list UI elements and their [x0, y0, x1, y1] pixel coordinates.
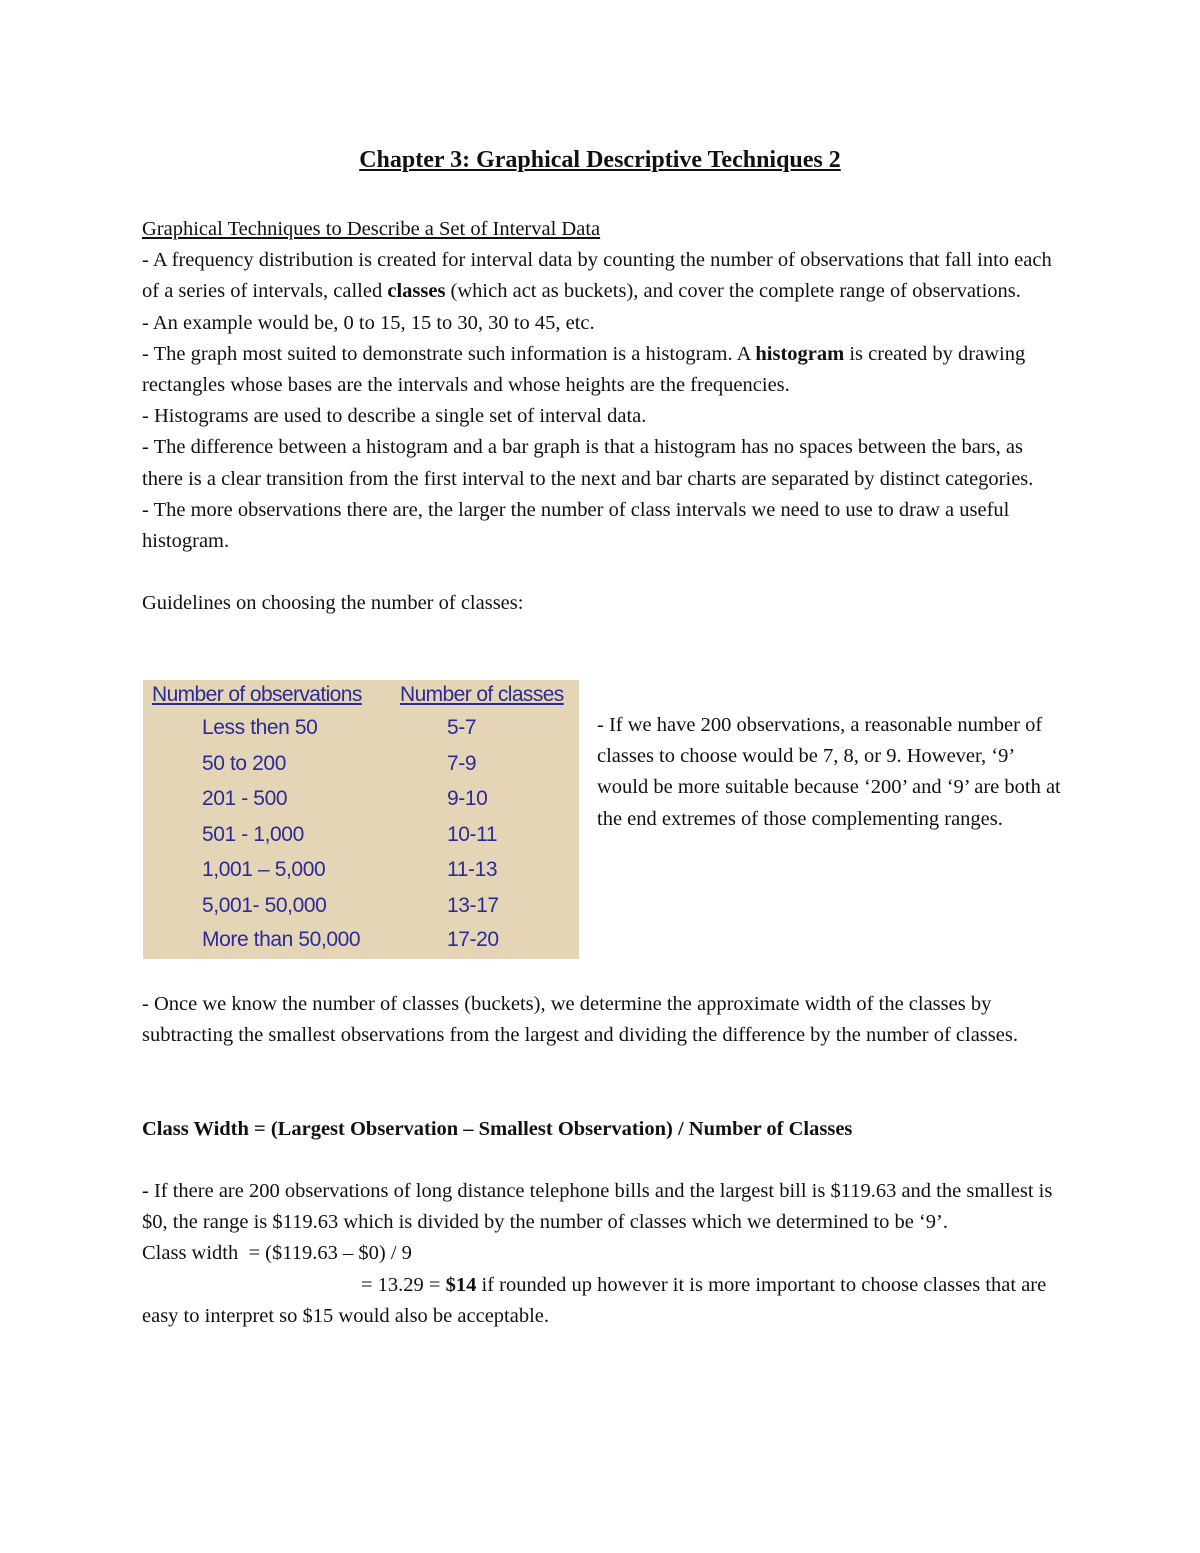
table-cell-classes: 13-17: [447, 894, 499, 917]
table-cell-classes: 17-20: [447, 928, 499, 951]
example-calc-line-2: = 13.29 = $14 if rounded up however it is more important to choose classes that are easy to interpret so $15 would also be acceptable.: [142, 1273, 1047, 1327]
table-header-observations: Number of observations: [152, 683, 362, 706]
table-cell-classes: 10-11: [447, 823, 498, 846]
table-cell-observations: 501 - 1,000: [202, 823, 304, 846]
paragraph-frequency-distribution: - A frequency distribution is created for interval data by counting the number of observations that fall into each of a series of intervals, called classes (which act as buckets), and cover the complete range of observations.: [142, 249, 1052, 303]
table-cell-classes: 9-10: [447, 787, 488, 810]
table-cell-classes: 7-9: [447, 752, 477, 775]
section-heading: Graphical Techniques to Describe a Set of Interval Data: [142, 218, 601, 240]
table-cell-observations: More than 50,000: [202, 928, 361, 951]
side-note: - If we have 200 observations, a reasonable number of classes to choose would be 7, 8, or 9. However, ‘9’ would be more suitable because ‘200’ and ‘9’ are both at the end extremes of those complementing ranges.: [597, 714, 1061, 830]
page-title: Chapter 3: Graphical Descriptive Techniques 2: [359, 147, 841, 173]
table-header-classes: Number of classes: [400, 683, 564, 706]
guidelines-label: Guidelines on choosing the number of classes:: [142, 592, 524, 615]
paragraph-class-width: - Once we know the number of classes (buckets), we determine the approximate width of the classes by subtracting the smallest observations from the largest and dividing the difference by the number of classes.: [142, 993, 1018, 1047]
table-row: [143, 787, 579, 821]
table-cell-observations: 50 to 200: [202, 752, 286, 775]
paragraph-histogram-use: - Histograms are used to describe a single set of interval data.: [142, 405, 647, 428]
paragraph-observations: - The more observations there are, the larger the number of class intervals we need to use to draw a useful histogram.: [142, 498, 1010, 553]
table-cell-observations: 5,001- 50,000: [202, 894, 327, 917]
table-row: [143, 716, 579, 750]
paragraph-example: - An example would be, 0 to 15, 15 to 30, 30 to 45, etc.: [142, 311, 595, 334]
intro-section: [142, 214, 1067, 619]
table-cell-observations: 201 - 500: [202, 787, 288, 810]
paragraph-histogram-vs-bar: - The difference between a histogram and a bar graph is that a histogram has no spaces between the bars, as there is a clear transition from the first interval to the next and bar charts are separated by distinct categories.: [142, 436, 1034, 490]
table-cell-classes: 11-13: [447, 858, 498, 881]
table-row: [143, 858, 579, 892]
example-calc-line-1: Class width = ($119.63 – $0) / 9: [142, 1242, 412, 1265]
table-cell-observations: Less then 50: [202, 716, 318, 739]
paragraph-histogram-definition: - The graph most suited to demonstrate such information is a histogram. A histogram is created by drawing rectangles whose bases are the intervals and whose heights are the frequencies.: [142, 342, 1026, 397]
worked-example: [142, 1176, 1067, 1332]
class-width-formula: Class Width = (Largest Observation – Smallest Observation) / Number of Classes: [142, 1118, 853, 1140]
table-row: [143, 894, 579, 928]
table-cell-observations: 1,001 – 5,000: [202, 858, 326, 881]
classes-guideline-table: [143, 680, 579, 959]
table-row: [143, 823, 579, 857]
example-paragraph: - If there are 200 observations of long distance telephone bills and the largest bill is $119.63 and the smallest is $0, the range is $119.63 which is divided by the number of classes which we determined to be ‘9’.: [142, 1180, 1053, 1234]
table-cell-classes: 5-7: [447, 716, 477, 739]
table-row: [143, 752, 579, 786]
table-row: [143, 928, 579, 962]
